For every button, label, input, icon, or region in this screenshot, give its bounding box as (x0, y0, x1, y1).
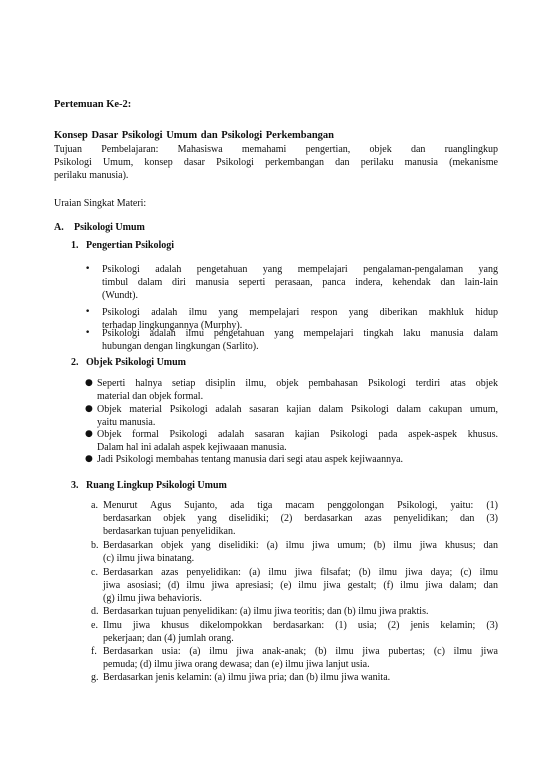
item-text-line: Berdasarkan objek yang diselidiki: (a) ilmu jiwa umum; (b) ilmu jiwa khusus; dan (103, 540, 498, 551)
learning-goal-line: Psikologi Umum, konsep dasar Psikologi perkembangan dan perilaku manusia (mekanisme (54, 157, 498, 168)
learning-goal-line: Tujuan Pembelajaran: Mahasiswa memahami pengertian, objek dan ruanglingkup (54, 144, 498, 155)
item-text-line: Menurut Agus Sujanto, ada tiga macam penggolongan Psikologi, yaitu: (1) (103, 500, 498, 511)
item-letter: g. (91, 672, 99, 683)
item-text-line: Ilmu jiwa khusus dikelompokkan berdasarkan: (1) usia; (2) jenis kelamin; (3) (103, 620, 498, 631)
item-text-line: Berdasarkan jenis kelamin: (a) ilmu jiwa pria; dan (b) ilmu jiwa wanita. (103, 672, 391, 683)
subsection-number: 3. (71, 480, 79, 491)
item-text-line: pemuda; (d) ilmu jiwa orang dewasa; dan (e) ilmu jiwa lanjut usia. (103, 659, 370, 670)
bullet-text-line: Objek material Psikologi adalah sasaran kajian dalam Psikologi dalam cakupan umum, (97, 404, 498, 415)
learning-goal-line: perilaku manusia). (54, 170, 129, 181)
bullet-text-line: Psikologi adalah ilmu pengetahuan yang mempelajari tingkah laku manusia dalam (102, 328, 498, 339)
subsection-title: Pengertian Psikologi (86, 240, 175, 251)
item-letter: c. (91, 567, 98, 578)
bullet-text-line: timbul dalam diri manusia seperti perasaan, panca indera, kehendak dan lain-lain (102, 277, 498, 288)
section-a-heading (54, 221, 174, 234)
item-text-line: berdasarkan tujuan penyelidikan. (103, 526, 236, 537)
bullet-icon: • (85, 307, 91, 317)
summary-label: Uraian Singkat Materi: (54, 198, 147, 209)
meeting-heading: Pertemuan Ke-2: (54, 99, 132, 110)
item-letter: a. (91, 500, 98, 511)
bullet-text-line: Dalam hal ini adalah aspek kejiwaaan manusia. (97, 442, 287, 453)
bullet-text-line: Psikologi adalah ilmu yang mempelajari respon yang diberikan makhluk hidup (102, 307, 498, 318)
bullet-text-line: Objek formal Psikologi adalah sasaran kajian Psikologi pada aspek-aspek khusus. (97, 429, 498, 440)
subsection-1-heading (71, 239, 174, 252)
item-text-line: Berdasarkan azas penyelidikan: (a) ilmu jiwa filsafat; (b) ilmu jiwa daya; (c) ilmu (103, 567, 498, 578)
bullet-text-line: (Wundt). (102, 290, 138, 301)
item-letter: d. (91, 606, 99, 617)
item-text-line: Berdasarkan tujuan penyelidikan: (a) ilmu jiwa teoritis; dan (b) ilmu jiwa praktis. (103, 606, 429, 617)
bullet-icon: ● (85, 454, 93, 464)
subsection-title: Ruang Lingkup Psikologi Umum (86, 480, 227, 491)
section-marker: A. (54, 222, 64, 233)
item-text-line: Berdasarkan usia: (a) ilmu jiwa anak-anak; (b) ilmu jiwa pubertas; (c) ilmu jiwa (103, 646, 498, 657)
item-text-line: (g) ilmu jiwa behavioris. (103, 593, 202, 604)
bullet-icon: ● (85, 378, 93, 388)
learning-goal (54, 143, 498, 182)
bullet-text-line: Psikologi adalah pengetahuan yang mempelajari pengalaman-pengalaman yang (102, 264, 498, 275)
item-text-line: jiwa asosiasi; (d) ilmu jiwa apresiasi; (e) ilmu jiwa gestalt; (f) ilmu jiwa dalam; dan (103, 580, 498, 591)
bullet-text-line: Jadi Psikologi membahas tentang manusia dari segi atau aspek kejiwaannya. (97, 454, 404, 465)
item-text-line: (c) ilmu jiwa binatang. (103, 553, 195, 564)
bullet-icon: • (85, 328, 91, 338)
bullet-text-line: yaitu manusia. (97, 417, 156, 428)
item-letter: e. (91, 620, 98, 631)
item-text-line: berdasarkan objek yang diselidiki; (2) berdasarkan azas penyelidikan; dan (3) (103, 513, 498, 524)
bullet-icon: ● (85, 404, 93, 414)
item-letter: b. (91, 540, 99, 551)
bullet-icon: • (85, 264, 91, 274)
subsection-number: 2. (71, 357, 79, 368)
section-title: Psikologi Umum (74, 222, 145, 233)
bullet-icon: ● (85, 429, 93, 439)
subsection-title: Objek Psikologi Umum (86, 357, 187, 368)
bullet-text-line: material dan objek formal. (97, 391, 204, 402)
item-text-line: pekerjaan; dan (4) jumlah orang. (103, 633, 234, 644)
subsection-3-heading (71, 479, 227, 492)
document-title: Konsep Dasar Psikologi Umum dan Psikologi Perkembangan (54, 130, 335, 141)
bullet-text-line: hubungan dengan lingkungan (Sarlito). (102, 341, 259, 352)
subsection-2-heading (71, 356, 186, 369)
bullet-text-line: Seperti halnya setiap disiplin ilmu, objek pembahasan Psikologi terdiri atas objek (97, 378, 498, 389)
bullet-text-line: terhadap lingkungannya (Murphy). (102, 320, 243, 331)
subsection-number: 1. (71, 240, 79, 251)
item-letter: f. (91, 646, 97, 657)
